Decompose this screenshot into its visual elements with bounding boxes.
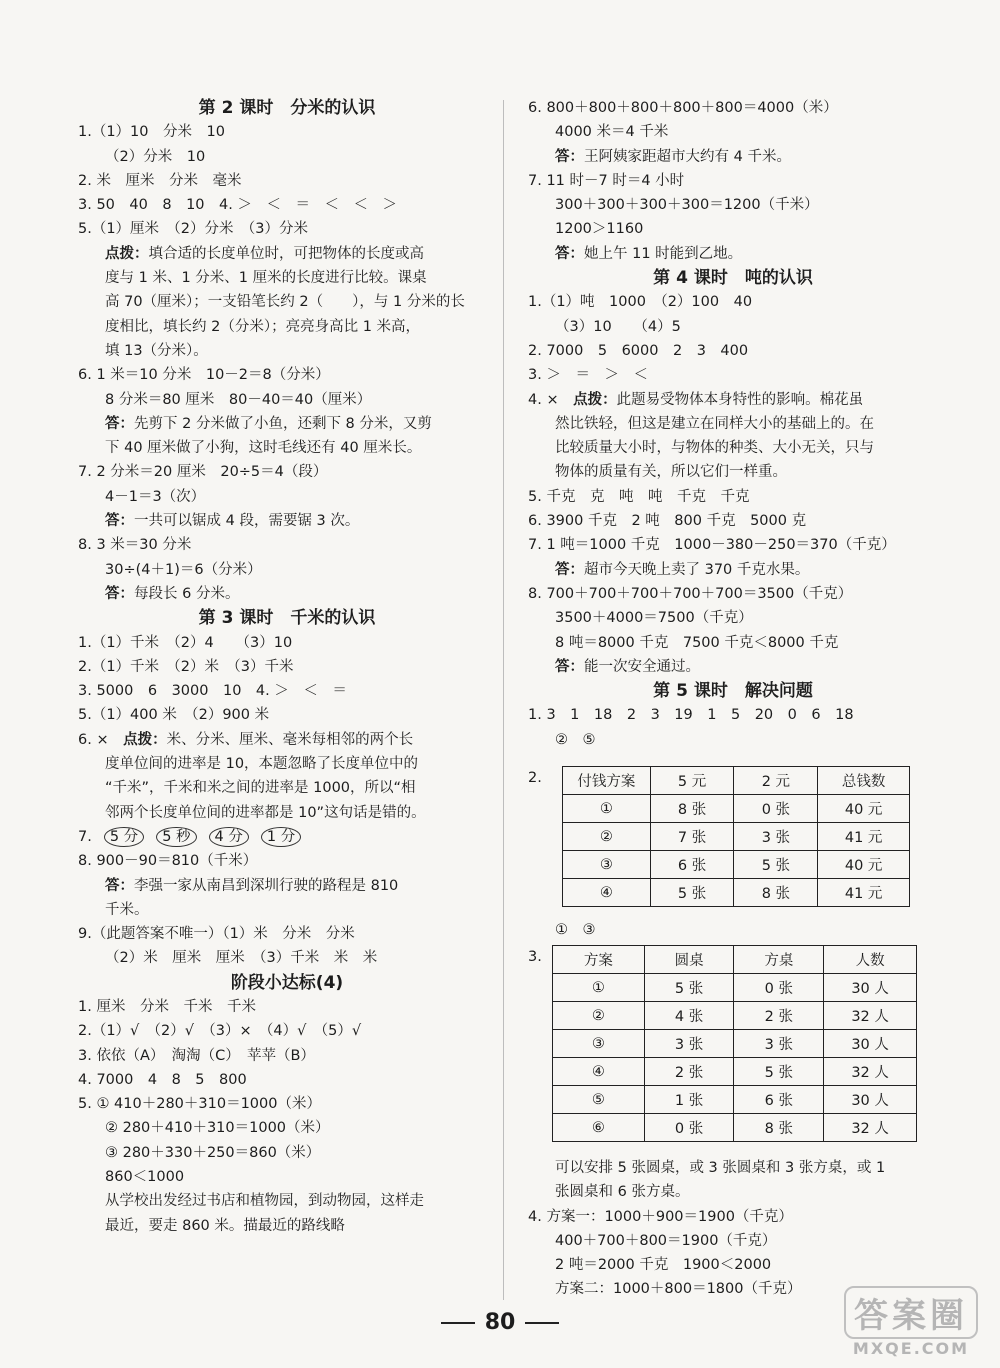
answer-line [78, 1019, 496, 1043]
table-cell: 40 元 [818, 851, 910, 879]
answer-line [528, 145, 938, 169]
answer-text: 填 13（分米）。 [105, 342, 208, 359]
answer-text: 填合适的长度单位时，可把物体的长度或高 [148, 245, 424, 262]
table-header-cell: 付钱方案 [563, 767, 651, 795]
answer-text: 3. ＞ ＝ ＞ ＜ [528, 367, 648, 384]
table-cell: ④ [563, 879, 651, 907]
answer-text: 超市今天晚上卖了 370 千克水果。 [584, 561, 810, 578]
answer-text: 5.（1）400 米 （2）900 米 [78, 707, 270, 724]
answer-text: 高 70（厘米）；一支铅笔长约 2（ ），与 1 分米的长 [105, 294, 465, 311]
table-arrangement-table [552, 945, 917, 1142]
table-cell: 7 张 [650, 823, 734, 851]
answer-text: 邻两个长度单位间的进率都是 10”这句话是错的。 [105, 804, 426, 821]
bold-label: 答： [555, 148, 584, 165]
answer-line [528, 363, 938, 387]
table-cell: ⑤ [553, 1086, 645, 1114]
answer-text: 张圆桌和 6 张方桌。 [555, 1184, 690, 1201]
answer-line [528, 217, 938, 241]
answer-text: 方案二：1000＋800＝1800（千克） [555, 1281, 802, 1298]
answer-line [78, 1165, 496, 1189]
table-header-cell: 5 元 [650, 767, 734, 795]
answer-text: 860＜1000 [105, 1169, 185, 1186]
answer-line [528, 169, 938, 193]
answer-text: 2. 米 厘米 分米 毫米 [78, 172, 242, 189]
answer-text: 2.（1）√ （2）√ （3）× （4）√ （5）√ [78, 1023, 362, 1040]
answer-line [528, 631, 938, 655]
answer-text: 3500＋4000＝7500（千克） [555, 610, 753, 627]
answer-line [78, 388, 496, 412]
section-heading: 第 3 课时 千米的认识 [198, 608, 376, 629]
answer-text: 物体的质量有关，所以它们一样重。 [555, 464, 787, 481]
answer-line [528, 290, 938, 314]
table-cell: 0 张 [734, 795, 818, 823]
answer-line [78, 290, 496, 314]
answer-line [78, 655, 496, 679]
answer-line [78, 1116, 496, 1140]
answer-line [78, 849, 496, 873]
answer-text: ② ⑤ [555, 731, 596, 748]
table-cell: ③ [563, 851, 651, 879]
answer-line [78, 1214, 496, 1238]
answer-line [528, 1253, 958, 1277]
answer-text: 从学校出发经过书店和植物园，到动物园，这样走 [105, 1193, 424, 1210]
page-number: 80 [0, 1310, 1000, 1335]
answer-line [78, 436, 496, 460]
answer-line [78, 922, 496, 946]
table-header-cell: 总钱数 [818, 767, 910, 795]
answer-line [528, 1205, 958, 1229]
answer-line [78, 631, 496, 655]
answer-line [528, 1229, 958, 1253]
table-cell: ④ [553, 1058, 645, 1086]
table-header-cell: 2 元 [734, 767, 818, 795]
answer-text: （2）分米 10 [105, 148, 206, 165]
answer-line [528, 412, 938, 436]
answer-text: 300＋300＋300＋300＝1200（千米） [555, 197, 819, 214]
answer-line [78, 266, 496, 290]
table-cell: 6 张 [734, 1086, 824, 1114]
bold-label: 点拨： [105, 245, 149, 262]
circled-answer: 5 秒 [156, 827, 196, 847]
answer-line [78, 217, 496, 241]
circled-answer: 5 分 [104, 827, 144, 847]
answer-text: 能一次安全通过。 [584, 658, 700, 675]
answer-line [528, 485, 938, 509]
table-cell: ① [553, 974, 645, 1002]
answer-text: 5. ① 410＋280＋310＝1000（米） [78, 1096, 321, 1113]
answer-text: 6. × [78, 731, 124, 748]
table-cell: 30 人 [824, 1030, 917, 1058]
answer-line [528, 388, 938, 412]
answer-text: 李强一家从南昌到深圳行驶的路程是 810 [134, 877, 399, 894]
answer-text: 1.（1）吨 1000 （2）100 40 [528, 294, 753, 311]
answer-line [78, 460, 496, 484]
table-cell: ① [563, 795, 651, 823]
answer-text: 1.（1）10 分米 10 [78, 124, 225, 141]
answer-text: 1. 3 1 18 2 3 19 1 5 20 0 6 18 [528, 707, 854, 724]
answer-text: 1200＞1160 [555, 221, 644, 238]
answer-line [528, 509, 938, 533]
section-heading: 第 4 课时 吨的认识 [653, 268, 813, 289]
answer-line [528, 193, 938, 217]
answer-line [78, 946, 496, 970]
answer-line [528, 582, 938, 606]
bold-label: 答： [555, 245, 584, 262]
answer-line [78, 801, 496, 825]
answer-text: 7. 1 吨＝1000 千克 1000－380－250＝370（千克） [528, 537, 896, 554]
section-heading: 第 2 课时 分米的认识 [198, 98, 376, 118]
table-row [563, 795, 910, 823]
left-column [78, 96, 496, 1238]
answer-line [78, 728, 496, 752]
answer-line [78, 169, 496, 193]
answer-line [78, 120, 496, 144]
answer-text: 6. 800＋800＋800＋800＋800＝4000（米） [528, 100, 838, 116]
answer-text: 8. 700＋700＋700＋700＋700＝3500（千克） [528, 585, 853, 602]
answer-text: 6. 3900 千克 2 吨 800 千克 5000 克 [528, 513, 807, 530]
answer-text: 然比铁轻，但这是建立在同样大小的基础上的。在 [555, 415, 874, 432]
answer-text: 她上午 11 时能到乙地。 [584, 245, 743, 262]
table-cell: 5 张 [644, 974, 734, 1002]
table-cell: 3 张 [734, 1030, 824, 1058]
table-row [563, 823, 910, 851]
answer-line [528, 703, 938, 727]
answer-line [528, 558, 938, 582]
answer-text: （2）米 厘米 厘米 （3）千米 米 米 [105, 950, 378, 967]
answer-line [78, 1092, 496, 1116]
answer-text: 度相比，填长约 2（分米）；亮亮身高比 1 米高， [105, 318, 421, 335]
answer-text: 8 分米＝80 厘米 80－40＝40（厘米） [105, 391, 372, 408]
answer-text: 一共可以锯成 4 段，需要锯 3 次。 [134, 513, 360, 530]
table-cell: 40 元 [818, 795, 910, 823]
answer-text: “千米”，千米和米之间的进率是 1000，所以“相 [105, 780, 416, 797]
answer-text: 8 吨＝8000 千克 7500 千克＜8000 千克 [555, 634, 839, 651]
table-cell: 3 张 [734, 823, 818, 851]
circled-answer: 4 分 [209, 827, 249, 847]
answer-line [528, 436, 938, 460]
answer-line [78, 898, 496, 922]
table-row [563, 851, 910, 879]
table-cell: 8 张 [734, 879, 818, 907]
table-header-row [553, 946, 917, 974]
table-header-cell: 人数 [824, 946, 917, 974]
answer-text: 2.（1）千米 （2）米 （3）千米 [78, 658, 294, 675]
table-cell: 6 张 [650, 851, 734, 879]
answer-text: 6. 1 米＝10 分米 10－2＝8（分米） [78, 367, 330, 384]
table-cell: 41 元 [818, 879, 910, 907]
answer-line [78, 874, 496, 898]
answer-line [528, 533, 938, 557]
answer-text: 3. 依依（A） 淘淘（C） 苹苹（B） [78, 1047, 315, 1064]
answer-text: 先剪下 2 分米做了小鱼，还剩下 8 分米，又剪 [134, 415, 432, 432]
bold-label: 答： [105, 877, 134, 894]
table-row [553, 1030, 917, 1058]
answer-line [528, 1180, 958, 1204]
answer-text: 最近，要走 860 米。描最近的路线略 [105, 1217, 345, 1234]
right-column-tail [528, 1156, 958, 1302]
answer-text: 2 吨＝2000 千克 1900＜2000 [555, 1257, 772, 1274]
table-cell: 0 张 [644, 1114, 734, 1142]
answer-line [78, 1068, 496, 1092]
answer-text: 度单位间的进率是 10，本题忽略了长度单位中的 [105, 756, 419, 773]
after-table1-answer: ① ③ [555, 922, 596, 938]
answer-line [78, 582, 496, 606]
answer-text: 千米。 [105, 901, 149, 918]
table-cell: 32 人 [824, 1058, 917, 1086]
answer-text: 5.（1）厘米 （2）分米 （3）分米 [78, 221, 309, 238]
answer-text: 4000 米＝4 千米 [555, 124, 669, 141]
answer-line [78, 558, 496, 582]
answer-line [78, 485, 496, 509]
answer-text: 8. 900－90＝810（千米） [78, 853, 258, 870]
answer-line [78, 533, 496, 557]
answer-line [78, 995, 496, 1019]
table-cell: 4 张 [644, 1002, 734, 1030]
bold-label: 答： [105, 415, 134, 432]
answer-text: 5. 千克 克 吨 吨 千克 千克 [528, 488, 750, 505]
answer-line [78, 1189, 496, 1213]
table-cell: 5 张 [734, 851, 818, 879]
q3-label: 3. [528, 949, 542, 965]
answer-text: 4－1＝3（次） [105, 488, 206, 505]
answer-line [78, 315, 496, 339]
circled-answers [78, 825, 496, 849]
table-row [553, 1002, 917, 1030]
answer-line [78, 412, 496, 436]
column-divider [503, 100, 504, 1300]
answer-line [78, 679, 496, 703]
answer-text: 9.（此题答案不唯一）（1）米 分米 分米 [78, 926, 355, 943]
table-cell: 0 张 [734, 974, 824, 1002]
answer-text: ③ 280＋330＋250＝860（米） [105, 1144, 321, 1161]
table-cell: 30 人 [824, 974, 917, 1002]
answer-line [528, 606, 938, 630]
answer-line [528, 315, 938, 339]
table-cell: ⑥ [553, 1114, 645, 1142]
table-cell: ② [553, 1002, 645, 1030]
table-cell: 8 张 [734, 1114, 824, 1142]
table-cell: 32 人 [824, 1114, 917, 1142]
answer-text: 1. 厘米 分米 千米 千米 [78, 998, 256, 1015]
answer-line [78, 1044, 496, 1068]
answer-line [528, 1156, 958, 1180]
table-row [553, 1114, 917, 1142]
table-cell: 2 张 [734, 1002, 824, 1030]
table-row [563, 879, 910, 907]
payment-plan-table [562, 766, 910, 907]
table-cell: 3 张 [644, 1030, 734, 1058]
table-cell: 1 张 [644, 1086, 734, 1114]
bold-label: 答： [555, 561, 584, 578]
answer-text: ② 280＋410＋310＝1000（米） [105, 1120, 330, 1137]
answer-text: 2. 7000 5 6000 2 3 400 [528, 342, 749, 359]
table-cell: 2 张 [644, 1058, 734, 1086]
answer-line [528, 120, 938, 144]
watermark-logo: 答案圈 MXQE.COM [844, 1286, 978, 1358]
answer-line [78, 776, 496, 800]
question-number: 7. [78, 828, 92, 845]
bold-label: 点拨： [123, 731, 167, 748]
answer-line [528, 728, 938, 752]
answer-text: 3. 5000 6 3000 10 4. ＞ ＜ ＝ [78, 683, 347, 700]
right-column [528, 96, 938, 752]
answer-text: 7. 2 分米＝20 厘米 20÷5＝4（段） [78, 464, 328, 481]
answer-text: 可以安排 5 张圆桌，或 3 张圆桌和 3 张方桌，或 1 [555, 1160, 886, 1176]
answer-text: 度与 1 米、1 分米、1 厘米的长度进行比较。课桌 [105, 270, 427, 287]
answer-line [78, 242, 496, 266]
table-header-cell: 方案 [553, 946, 645, 974]
table-cell: 5 张 [734, 1058, 824, 1086]
bold-label: 答： [555, 658, 584, 675]
table-row [553, 974, 917, 1002]
bold-label: 答： [105, 513, 134, 530]
answer-line [78, 339, 496, 363]
answer-line [78, 509, 496, 533]
answer-line [528, 96, 938, 120]
answer-line [78, 363, 496, 387]
answer-text: 1.（1）千米 （2）4 （3）10 [78, 634, 293, 651]
answer-text: 8. 3 米＝30 分米 [78, 537, 192, 554]
table-header-row [563, 767, 910, 795]
bold-label: 答： [105, 585, 134, 602]
answer-text: 王阿姨家距超市大约有 4 千米。 [584, 148, 791, 165]
table-cell: 5 张 [650, 879, 734, 907]
answer-text: 400＋700＋800＝1900（千克） [555, 1232, 777, 1249]
q2-label: 2. [528, 770, 542, 786]
table-cell: 41 元 [818, 823, 910, 851]
section-heading: 第 5 课时 解决问题 [653, 681, 813, 702]
table-cell: 8 张 [650, 795, 734, 823]
answer-text: 下 40 厘米做了小狗，这时毛线还有 40 厘米长。 [105, 440, 422, 457]
answer-line [78, 193, 496, 217]
table-cell: ② [563, 823, 651, 851]
section-heading: 阶段小达标(4) [230, 972, 344, 993]
bold-label: 点拨： [573, 391, 617, 408]
answer-line [78, 1141, 496, 1165]
answer-text: 3. 50 40 8 10 4. ＞ ＜ ＝ ＜ ＜ ＞ [78, 197, 397, 214]
answer-text: 7. 11 时－7 时＝4 小时 [528, 172, 685, 189]
answer-line [78, 703, 496, 727]
table-row [553, 1058, 917, 1086]
table-cell: 32 人 [824, 1002, 917, 1030]
answer-text: 4. 7000 4 8 5 800 [78, 1071, 247, 1088]
answer-line [528, 339, 938, 363]
answer-line [528, 242, 938, 266]
answer-line [528, 460, 938, 484]
answer-text: 此题易受物体本身特性的影响。棉花虽 [616, 391, 864, 408]
table-header-cell: 方桌 [734, 946, 824, 974]
answer-text: 每段长 6 分米。 [134, 585, 240, 602]
answer-text: 米、分米、厘米、毫米每相邻的两个长 [166, 731, 414, 748]
table-cell: 30 人 [824, 1086, 917, 1114]
answer-line [528, 655, 938, 679]
answer-text: 4. 方案一：1000＋900＝1900（千克） [528, 1208, 793, 1225]
answer-text: 30÷(4＋1)＝6（分米） [105, 561, 262, 578]
table-row [553, 1086, 917, 1114]
circled-answer: 1 分 [261, 827, 301, 847]
answer-text: 4. × [528, 391, 574, 408]
table-header-cell: 圆桌 [644, 946, 734, 974]
answer-line [78, 752, 496, 776]
answer-text: 比较质量大小时，与物体的种类、大小无关，只与 [555, 440, 874, 457]
answer-line [78, 145, 496, 169]
answer-text: （3）10 （4）5 [555, 318, 681, 335]
table-cell: ③ [553, 1030, 645, 1058]
